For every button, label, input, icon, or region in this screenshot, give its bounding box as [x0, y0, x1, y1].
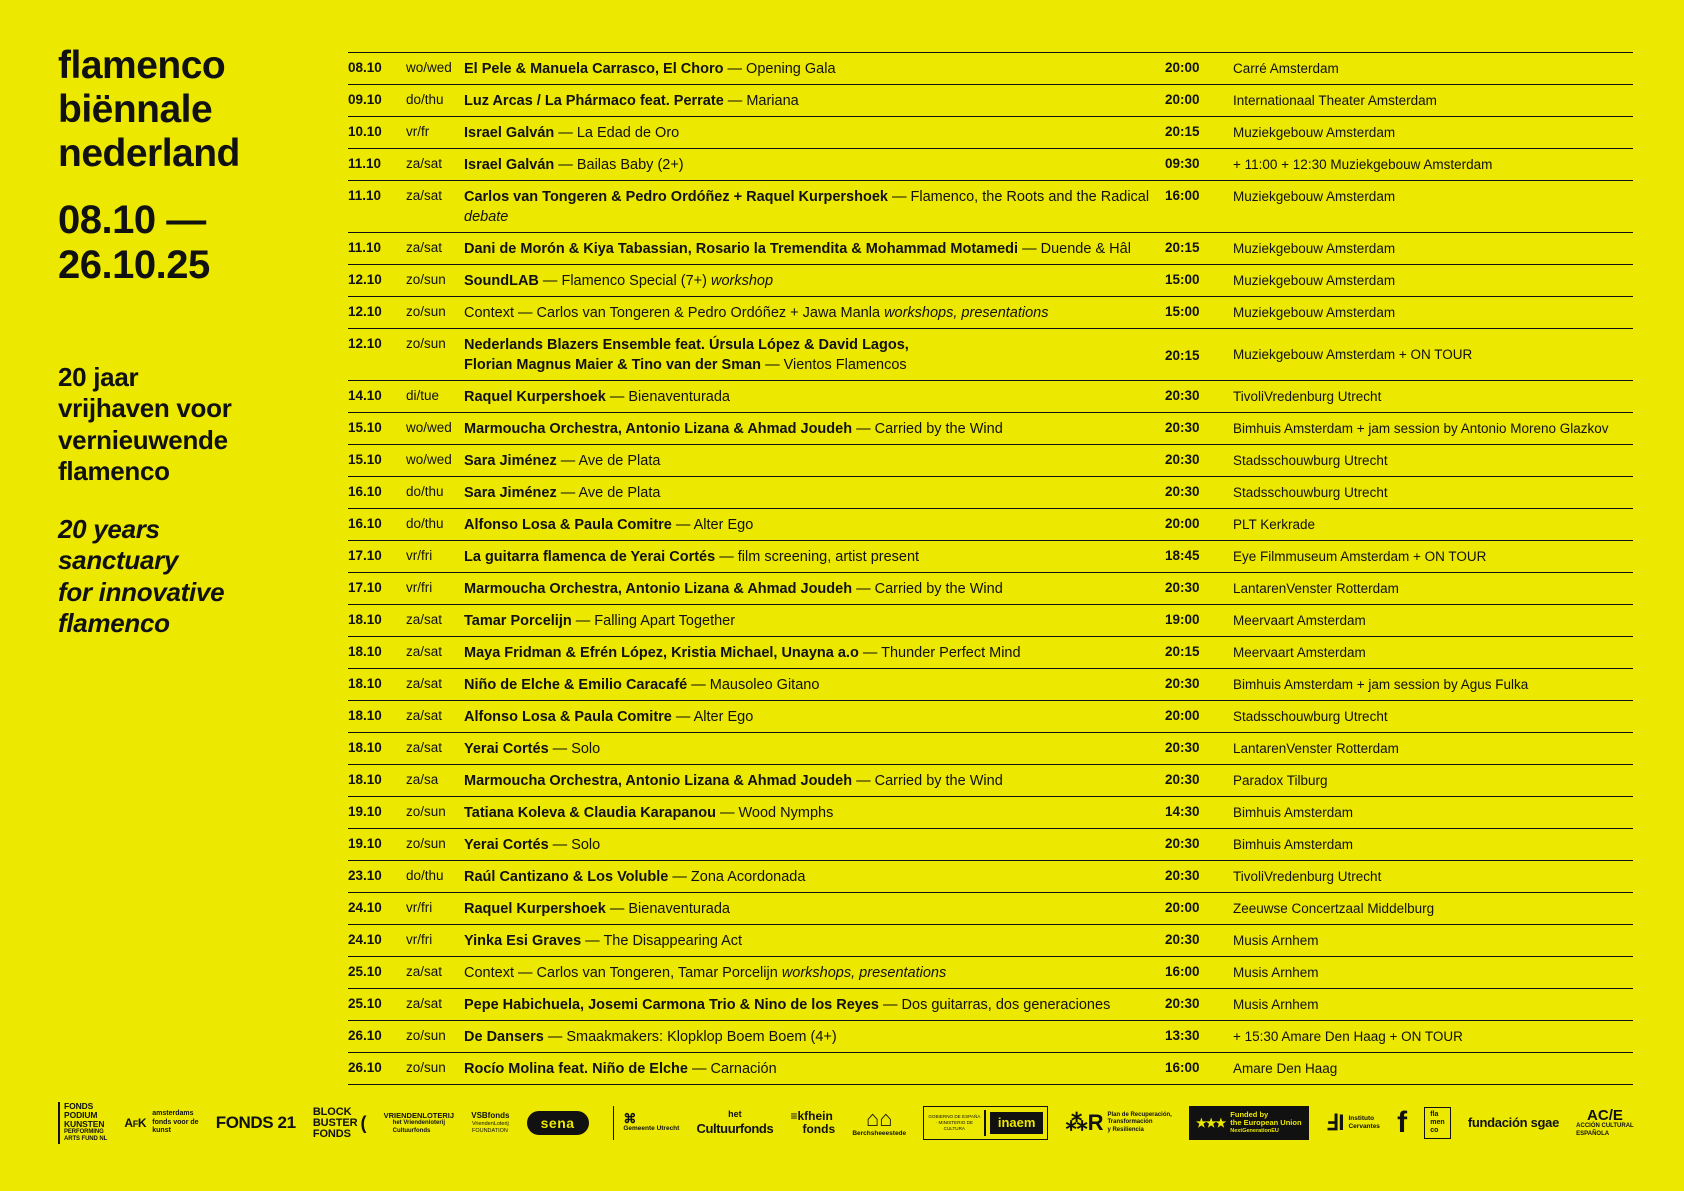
event-weekday: do/thu [406, 484, 444, 499]
event-title: Maya Fridman & Efrén López, Kristia Michael, Unayna a.o — Thunder Perfect Mind [464, 645, 1021, 661]
event-time: 20:15 [1165, 240, 1200, 255]
event-date: 19.10 [348, 804, 382, 819]
festival-dates [58, 198, 338, 288]
event-weekday: za/sat [406, 708, 443, 723]
event-time: 15:00 [1165, 272, 1200, 287]
event-title: Sara Jiménez — Ave de Plata [464, 485, 661, 501]
event-title: Niño de Elche & Emilio Caracafé — Mausoleo Gitano [464, 677, 820, 693]
event-title: De Dansers — Smaakmakers: Klopklop Boem Boem (4+) [464, 1029, 837, 1045]
event-venue: Musis Arnhem [1233, 933, 1319, 948]
event-weekday: di/tue [406, 388, 440, 403]
table-row[interactable] [348, 925, 1633, 957]
event-time: 13:30 [1165, 1028, 1200, 1043]
event-time: 20:00 [1165, 516, 1200, 531]
logo-kf-hein-fonds: ≡kfhein fonds [790, 1109, 836, 1136]
event-venue: + 15:30 Amare Den Haag + ON TOUR [1233, 1029, 1463, 1044]
event-venue: LantarenVenster Rotterdam [1233, 741, 1399, 756]
event-weekday: do/thu [406, 868, 444, 883]
table-row[interactable] [348, 149, 1633, 181]
tagline-en-line-3: for innovative [58, 576, 225, 607]
logo-line-1: flamenco [58, 44, 226, 87]
event-weekday: zo/sun [406, 272, 446, 287]
table-row[interactable] [348, 297, 1633, 329]
event-title: Context — Carlos van Tongeren & Pedro Ordóñez + Jawa Manla workshops, presentations [464, 305, 1049, 321]
table-row[interactable] [348, 381, 1633, 413]
tagline-nl-line-1: 20 jaar [58, 361, 139, 392]
event-venue: Paradox Tilburg [1233, 773, 1328, 788]
event-venue: Eye Filmmuseum Amsterdam + ON TOUR [1233, 549, 1487, 564]
event-weekday: do/thu [406, 92, 444, 107]
event-weekday: za/sat [406, 964, 443, 979]
event-title: Marmoucha Orchestra, Antonio Lizana & Ahmad Joudeh — Carried by the Wind [464, 421, 1003, 437]
event-weekday: vr/fri [406, 932, 433, 947]
event-time: 20:30 [1165, 740, 1200, 755]
event-title: Marmoucha Orchestra, Antonio Lizana & Ahmad Joudeh — Carried by the Wind [464, 773, 1003, 789]
logo-berchsheeestede: ⌂⌂ Berchsheeestede [852, 1105, 907, 1137]
event-weekday: za/sat [406, 740, 443, 755]
event-date: 15.10 [348, 452, 382, 467]
event-weekday: vr/fri [406, 900, 433, 915]
event-title: Luz Arcas / La Phármaco feat. Perrate — Mariana [464, 93, 799, 109]
event-title: Context — Carlos van Tongeren, Tamar Porcelijn workshops, presentations [464, 965, 947, 981]
logo-het-cultuurfonds: het Cultuurfonds [696, 1109, 774, 1136]
event-time: 20:00 [1165, 92, 1200, 107]
table-row[interactable] [348, 509, 1633, 541]
logo-line-2: biënnale [58, 88, 213, 132]
event-venue: Stadsschouwburg Utrecht [1233, 485, 1388, 500]
event-title: La guitarra flamenca de Yerai Cortés — film screening, artist present [464, 549, 920, 565]
table-row[interactable] [348, 669, 1633, 701]
event-date: 18.10 [348, 740, 382, 755]
event-venue: Meervaart Amsterdam [1233, 645, 1366, 660]
event-date: 11.10 [348, 240, 382, 255]
event-title: Tamar Porcelijn — Falling Apart Together [464, 613, 736, 629]
event-venue: Muziekgebouw Amsterdam [1233, 273, 1396, 288]
table-row[interactable] [348, 829, 1633, 861]
festival-logo [58, 44, 338, 176]
event-weekday: wo/wed [406, 420, 452, 435]
logo-vriendenloterij-fonds: VRIENDENLOTERIJ het Vriendenloterij Cultuurfonds [383, 1110, 455, 1134]
event-venue: Muziekgebouw Amsterdam [1233, 241, 1396, 256]
event-date: 16.10 [348, 484, 382, 499]
event-venue: Carré Amsterdam [1233, 61, 1339, 76]
event-venue: Bimhuis Amsterdam [1233, 805, 1354, 820]
program-table [348, 52, 1633, 1085]
event-venue: LantarenVenster Rotterdam [1233, 581, 1399, 596]
event-date: 12.10 [348, 336, 382, 351]
logo-accion-cultural-espanola: AC/E ACCIÓN CULTURAL ESPAÑOLA [1576, 1106, 1634, 1137]
event-date: 17.10 [348, 580, 382, 595]
table-row[interactable] [348, 957, 1633, 989]
event-weekday: zo/sun [406, 804, 446, 819]
event-date: 15.10 [348, 420, 382, 435]
event-title: Raúl Cantizano & Los Voluble — Zona Acordonada [464, 869, 806, 885]
event-venue: Musis Arnhem [1233, 965, 1319, 980]
event-venue: TivoliVredenburg Utrecht [1233, 869, 1382, 884]
tagline-en-line-4: flamenco [58, 607, 170, 638]
event-time: 20:30 [1165, 996, 1200, 1011]
event-venue: Muziekgebouw Amsterdam + ON TOUR [1233, 347, 1473, 363]
logo-instituto-cervantes: ℲI Instituto Cervantes [1325, 1110, 1380, 1136]
table-row[interactable] [348, 329, 1633, 381]
event-date: 24.10 [348, 932, 382, 947]
logo-fundacion-sgae: fundación sgae [1467, 1115, 1559, 1131]
table-row[interactable] [348, 52, 1633, 85]
event-venue: + 11:00 + 12:30 Muziekgebouw Amsterdam [1233, 157, 1493, 172]
event-venue: PLT Kerkrade [1233, 517, 1316, 532]
tagline-nl-line-2: vrijhaven voor [58, 393, 232, 424]
event-time: 14:30 [1165, 804, 1200, 819]
event-date: 16.10 [348, 516, 382, 531]
table-row[interactable] [348, 1053, 1633, 1085]
table-row[interactable] [348, 1021, 1633, 1053]
event-venue: Muziekgebouw Amsterdam [1233, 305, 1396, 320]
event-time: 20:15 [1165, 124, 1200, 139]
event-title: Israel Galván — La Edad de Oro [464, 125, 680, 141]
event-title: Yerai Cortés — Solo [464, 741, 601, 757]
table-row[interactable] [348, 413, 1633, 445]
event-date: 11.10 [348, 188, 382, 203]
event-time: 20:30 [1165, 836, 1200, 851]
event-title: Tatiana Koleva & Claudia Karapanou — Wood Nymphs [464, 805, 834, 821]
logo-fonds-podiumkunsten: FONDS PODIUM KUNSTEN PERFORMING ARTS FUND NL [58, 1102, 107, 1144]
event-venue: Internationaal Theater Amsterdam [1233, 93, 1437, 108]
logo-fonds-21: FONDS 21 [215, 1113, 296, 1133]
event-weekday: za/sat [406, 156, 443, 171]
event-time: 20:30 [1165, 420, 1200, 435]
event-time: 20:30 [1165, 868, 1200, 883]
event-weekday: za/sat [406, 188, 443, 203]
event-weekday: za/sat [406, 996, 443, 1011]
event-date: 25.10 [348, 996, 382, 1011]
event-title: Israel Galván — Bailas Baby (2+) [464, 157, 684, 173]
event-title: Yinka Esi Graves — The Disappearing Act [464, 933, 743, 949]
event-date: 25.10 [348, 964, 382, 979]
table-row[interactable] [348, 573, 1633, 605]
event-date: 12.10 [348, 304, 382, 319]
event-date: 19.10 [348, 836, 382, 851]
event-venue: Muziekgebouw Amsterdam [1233, 189, 1396, 204]
table-row[interactable] [348, 861, 1633, 893]
event-date: 23.10 [348, 868, 382, 883]
event-venue: Bimhuis Amsterdam [1233, 837, 1354, 852]
event-date: 18.10 [348, 644, 382, 659]
event-date: 08.10 [348, 60, 382, 75]
tagline-en-line-2: sanctuary [58, 545, 179, 576]
event-venue: Stadsschouwburg Utrecht [1233, 709, 1388, 724]
event-date: 24.10 [348, 900, 382, 915]
logo-gemeente-utrecht: ⌘ Gemeente Utrecht [606, 1106, 680, 1140]
event-date: 26.10 [348, 1060, 382, 1075]
funder-logo-strip [58, 1097, 1634, 1149]
event-weekday: zo/sun [406, 336, 446, 351]
logo-inaem: GOBIERNO DE ESPAÑA · MINISTERIO DE CULTURA inaem [923, 1106, 1048, 1140]
event-venue: Bimhuis Amsterdam + jam session by Agus Fulka [1233, 677, 1529, 692]
event-time: 20:00 [1165, 708, 1200, 723]
event-weekday: zo/sun [406, 836, 446, 851]
event-time: 15:00 [1165, 304, 1200, 319]
event-weekday: zo/sun [406, 304, 446, 319]
table-row[interactable] [348, 797, 1633, 829]
event-time: 20:30 [1165, 388, 1200, 403]
event-title: Yerai Cortés — Solo [464, 837, 601, 853]
event-time: 16:00 [1165, 188, 1200, 203]
table-row[interactable] [348, 445, 1633, 477]
table-row[interactable] [348, 181, 1633, 233]
event-time: 09:30 [1165, 156, 1200, 171]
table-row[interactable] [348, 233, 1633, 265]
logo-funded-by-the-european-union: ★★★ Funded by the European Union NextGenerationEU [1189, 1106, 1309, 1141]
logo-plan-recuperacion: ⁂R Plan de Recuperación, Transformación y Resiliencia [1065, 1110, 1172, 1136]
table-row[interactable] [348, 117, 1633, 149]
logo-line-3: nederland [58, 132, 240, 176]
event-time: 20:00 [1165, 900, 1200, 915]
event-time: 20:30 [1165, 484, 1200, 499]
event-title: El Pele & Manuela Carrasco, El Choro — Opening Gala [464, 61, 836, 77]
event-venue: TivoliVredenburg Utrecht [1233, 389, 1382, 404]
brand-column [58, 44, 338, 639]
eu-stars-icon: ★★★ [1196, 1115, 1226, 1130]
logo-blockbuster-fonds: BLOCK BUSTER FONDS ( [312, 1105, 367, 1140]
event-title: Carlos van Tongeren & Pedro Ordóñez + Raquel Kurpershoek — Flamenco, the Roots and the Radical debate [464, 189, 1150, 225]
event-time: 20:30 [1165, 580, 1200, 595]
event-time: 20:30 [1165, 452, 1200, 467]
event-date: 14.10 [348, 388, 382, 403]
event-date: 12.10 [348, 272, 382, 287]
event-venue: Zeeuwse Concertzaal Middelburg [1233, 901, 1435, 916]
event-venue: Muziekgebouw Amsterdam [1233, 125, 1396, 140]
event-title: Marmoucha Orchestra, Antonio Lizana & Ahmad Joudeh — Carried by the Wind [464, 581, 1003, 597]
event-venue: Bimhuis Amsterdam + jam session by Antonio Moreno Glazkov [1233, 421, 1609, 436]
event-title: Rocío Molina feat. Niño de Elche — Carnación [464, 1061, 777, 1077]
table-row[interactable] [348, 989, 1633, 1021]
table-row[interactable] [348, 541, 1633, 573]
event-date: 18.10 [348, 772, 382, 787]
logo-vsbfonds: VSBfonds VriendenLoterij FOUNDATION [471, 1111, 510, 1134]
event-date: 26.10 [348, 1028, 382, 1043]
table-row[interactable] [348, 265, 1633, 297]
event-time: 20:30 [1165, 772, 1200, 787]
event-weekday: vr/fri [406, 580, 433, 595]
logo-fla-men-co: fla men co [1424, 1107, 1450, 1139]
event-date: 18.10 [348, 612, 382, 627]
dates-line-1: 08.10 — [58, 198, 206, 243]
event-title: Nederlands Blazers Ensemble feat. Úrsula López & David Lagos, Florian Magnus Maier & Tino van der Sman — Vientos Flamencos [464, 337, 909, 373]
event-date: 11.10 [348, 156, 382, 171]
event-time: 18:45 [1165, 548, 1200, 563]
event-weekday: za/sat [406, 240, 443, 255]
event-weekday: za/sa [406, 772, 439, 787]
table-row[interactable] [348, 701, 1633, 733]
event-title: Alfonso Losa & Paula Comitre — Alter Ego [464, 517, 754, 533]
table-row[interactable] [348, 85, 1633, 117]
logo-sena: sena [527, 1111, 589, 1136]
table-row[interactable] [348, 637, 1633, 669]
event-weekday: do/thu [406, 516, 444, 531]
tagline-en-line-1: 20 years [58, 513, 160, 544]
event-weekday: wo/wed [406, 60, 452, 75]
tagline-dutch [58, 362, 338, 488]
table-row[interactable] [348, 765, 1633, 797]
event-title: Sara Jiménez — Ave de Plata [464, 453, 661, 469]
table-row[interactable] [348, 733, 1633, 765]
event-weekday: za/sat [406, 612, 443, 627]
dates-line-2: 26.10.25 [58, 242, 210, 287]
event-title: Pepe Habichuela, Josemi Carmona Trio & Nino de los Reyes — Dos guitarras, dos generaciones [464, 997, 1111, 1013]
event-time: 16:00 [1165, 964, 1200, 979]
event-title: Raquel Kurpershoek — Bienaventurada [464, 901, 730, 917]
logo-amsterdams-fonds-voor-de-kunst: AFK amsterdams fonds voor de kunst [124, 1109, 199, 1135]
event-time: 20:15 [1165, 644, 1200, 659]
event-weekday: zo/sun [406, 1060, 446, 1075]
tagline-english [58, 514, 338, 640]
event-time: 20:30 [1165, 676, 1200, 691]
tagline-nl-line-4: flamenco [58, 456, 170, 487]
logo-flamenco-biennale-mark: f [1397, 1106, 1408, 1140]
event-date: 10.10 [348, 124, 382, 139]
event-weekday: za/sat [406, 676, 443, 691]
event-time: 20:00 [1165, 60, 1200, 75]
table-row[interactable] [348, 893, 1633, 925]
event-title: Dani de Morón & Kiya Tabassian, Rosario la Tremendita & Mohammad Motamedi — Duende & Hâl [464, 241, 1131, 257]
event-weekday: zo/sun [406, 1028, 446, 1043]
tagline-nl-line-3: vernieuwende [58, 424, 228, 455]
event-title: SoundLAB — Flamenco Special (7+) workshop [464, 273, 774, 289]
event-weekday: vr/fr [406, 124, 430, 139]
event-time: 20:30 [1165, 932, 1200, 947]
event-weekday: wo/wed [406, 452, 452, 467]
event-date: 17.10 [348, 548, 382, 563]
event-venue: Stadsschouwburg Utrecht [1233, 453, 1388, 468]
event-weekday: vr/fri [406, 548, 433, 563]
event-title: Alfonso Losa & Paula Comitre — Alter Ego [464, 709, 754, 725]
event-time: 19:00 [1165, 612, 1200, 627]
table-row[interactable] [348, 477, 1633, 509]
event-venue: Meervaart Amsterdam [1233, 613, 1366, 628]
event-time: 16:00 [1165, 1060, 1200, 1075]
event-date: 18.10 [348, 676, 382, 691]
event-date: 18.10 [348, 708, 382, 723]
event-date: 09.10 [348, 92, 382, 107]
event-weekday: za/sat [406, 644, 443, 659]
event-time: 20:15 [1165, 347, 1200, 363]
event-venue: Musis Arnhem [1233, 997, 1319, 1012]
table-row[interactable] [348, 605, 1633, 637]
event-title: Raquel Kurpershoek — Bienaventurada [464, 389, 730, 405]
event-venue: Amare Den Haag [1233, 1061, 1338, 1076]
